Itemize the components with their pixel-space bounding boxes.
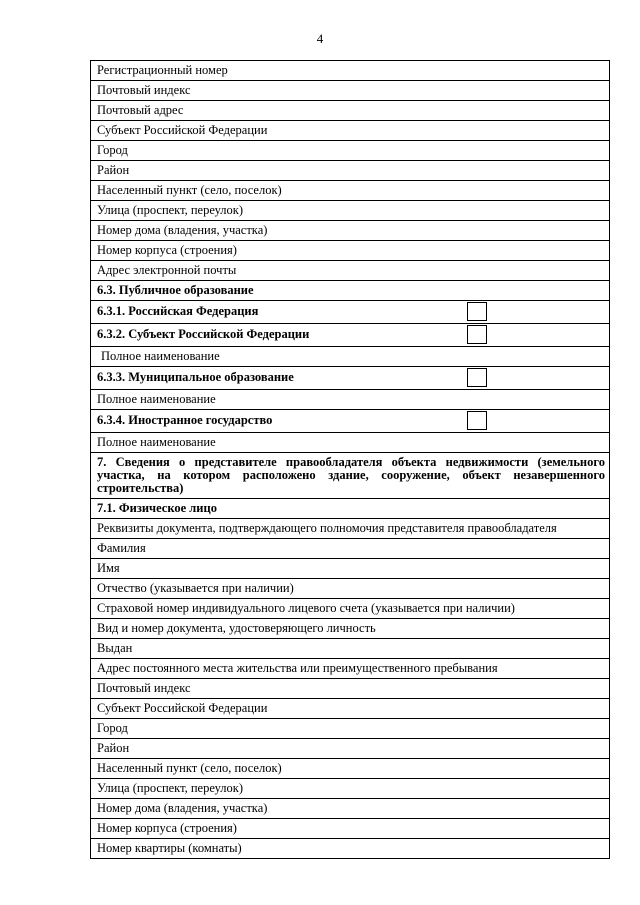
form-row (91, 161, 610, 181)
form-row (91, 719, 610, 739)
field-label: Субъект Российской Федерации (91, 121, 610, 141)
form-row (91, 839, 610, 859)
form-row (91, 261, 610, 281)
form-row (91, 410, 610, 433)
form-section-option (91, 367, 610, 390)
field-label: Почтовый индекс (91, 81, 610, 101)
option-checkbox[interactable] (467, 368, 487, 387)
field-label: Адрес электронной почты (91, 261, 610, 281)
field-label: Регистрационный номер (91, 61, 610, 81)
form-row (91, 221, 610, 241)
form-row (91, 519, 610, 539)
form-row (91, 201, 610, 221)
section-heading: 6.3. Публичное образование (91, 281, 610, 301)
form-row (91, 433, 610, 453)
field-label: Выдан (91, 639, 610, 659)
form-section-option (91, 410, 610, 433)
form-row (91, 579, 610, 599)
field-label: Фамилия (91, 539, 610, 559)
field-label: Улица (проспект, переулок) (91, 779, 610, 799)
option-label: 6.3.1. Российская Федерация (97, 304, 259, 318)
form-row (91, 779, 610, 799)
field-label: Полное наименование (91, 433, 610, 453)
form-body (91, 61, 610, 859)
option-checkbox[interactable] (467, 302, 487, 321)
form-row (91, 759, 610, 779)
page-number: 4 (316, 31, 324, 46)
field-label: Номер квартиры (комнаты) (91, 839, 610, 859)
form-row (91, 181, 610, 201)
form-row (91, 301, 610, 324)
field-label: Вид и номер документа, удостоверяющего личность (91, 619, 610, 639)
form-row (91, 499, 610, 519)
form-row (91, 599, 610, 619)
field-label: Номер корпуса (строения) (91, 241, 610, 261)
form-row (91, 121, 610, 141)
option-checkbox[interactable] (467, 411, 487, 430)
form-row (91, 367, 610, 390)
form-section-option (91, 324, 610, 347)
form-row (91, 659, 610, 679)
form-row (91, 390, 610, 410)
form-row (91, 347, 610, 367)
field-label: Номер дома (владения, участка) (91, 221, 610, 241)
field-label: Имя (91, 559, 610, 579)
form-row (91, 679, 610, 699)
form-row (91, 639, 610, 659)
form-row (91, 799, 610, 819)
option-label: 6.3.2. Субъект Российской Федерации (97, 327, 310, 341)
field-label: Почтовый адрес (91, 101, 610, 121)
form-row (91, 619, 610, 639)
field-label: Город (91, 141, 610, 161)
form-row (91, 539, 610, 559)
field-label: Номер дома (владения, участка) (91, 799, 610, 819)
form-row (91, 559, 610, 579)
form-section-option (91, 301, 610, 324)
field-label: Отчество (указывается при наличии) (91, 579, 610, 599)
field-label: Адрес постоянного места жительства или преимущественного пребывания (91, 659, 610, 679)
field-label: Населенный пункт (село, поселок) (91, 181, 610, 201)
form-row (91, 81, 610, 101)
field-label: Почтовый индекс (91, 679, 610, 699)
field-label: Полное наименование (91, 390, 610, 410)
field-label: Населенный пункт (село, поселок) (91, 759, 610, 779)
form-row (91, 101, 610, 121)
field-label: Улица (проспект, переулок) (91, 201, 610, 221)
option-checkbox[interactable] (467, 325, 487, 344)
form-row (91, 699, 610, 719)
field-label: Район (91, 739, 610, 759)
option-label: 6.3.3. Муниципальное образование (97, 370, 294, 384)
field-label: Номер корпуса (строения) (91, 819, 610, 839)
form-row (91, 141, 610, 161)
section-heading: 7. Сведения о представителе правообладателя объекта недвижимости (земельного участка, на котором расположено здание, сооружение, объект незавершенного строительства) (91, 453, 610, 499)
form-row (91, 241, 610, 261)
field-label: Страховой номер индивидуального лицевого счета (указывается при наличии) (91, 599, 610, 619)
form-row (91, 739, 610, 759)
field-label: Город (91, 719, 610, 739)
form-row (91, 61, 610, 81)
form-row (91, 819, 610, 839)
field-label: Субъект Российской Федерации (91, 699, 610, 719)
option-label: 6.3.4. Иностранное государство (97, 413, 273, 427)
field-label: Район (91, 161, 610, 181)
form-row (91, 453, 610, 499)
section-heading: 7.1. Физическое лицо (91, 499, 610, 519)
form-row (91, 324, 610, 347)
form-row (91, 281, 610, 301)
field-label: Реквизиты документа, подтверждающего полномочия представителя правообладателя (91, 519, 610, 539)
form-table (90, 60, 610, 859)
field-label: Полное наименование (91, 347, 610, 367)
